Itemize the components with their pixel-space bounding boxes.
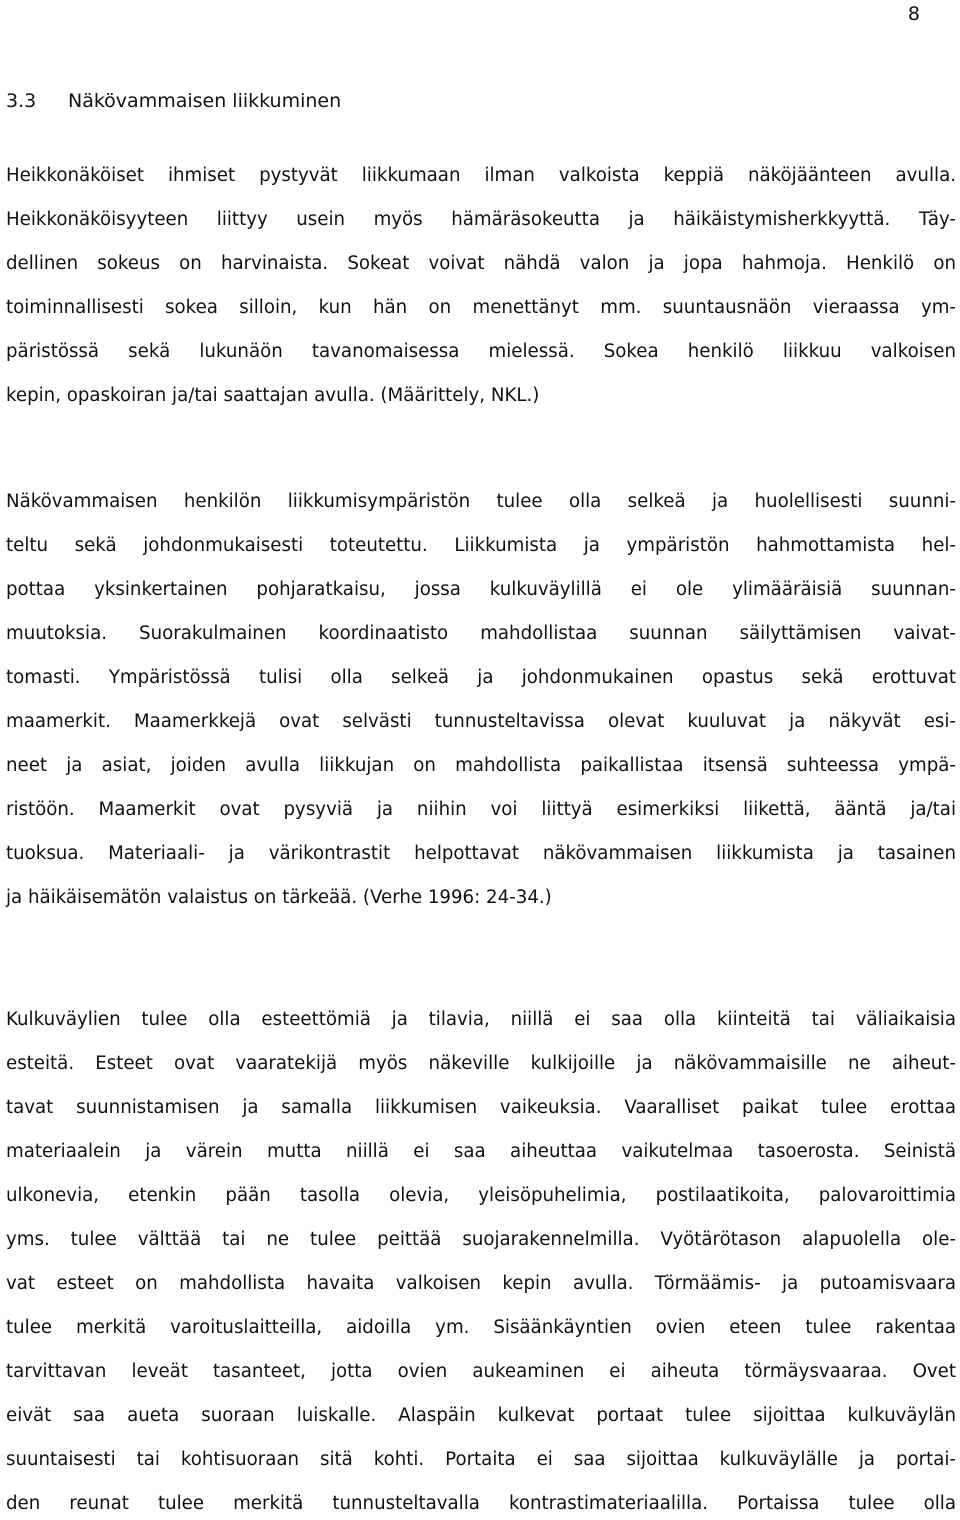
text-line: muutoksia. Suorakulmainen koordinaatisto mahdollistaa suunnan säilyttämisen vaivat- [6,623,956,644]
text-line: teltu sekä johdonmukaisesti toteutettu. Liikkumista ja ympäristön hahmottamista hel- [6,535,956,556]
text-line: yms. tulee välttää tai ne tulee peittää suojarakennelmilla. Vyötärötason alapuolella ole- [6,1229,956,1250]
text-line: kepin, opaskoiran ja/tai saattajan avulla. (Määrittely, NKL.) [6,385,540,406]
text-line: den reunat tulee merkitä tunnusteltavalla kontrastimateriaalilla. Portaissa tulee olla [6,1493,956,1514]
text-line: tuoksua. Materiaali- ja värikontrastit helpottavat näkövammaisen liikkumista ja tasainen [6,843,956,864]
paragraph-1 [6,154,956,418]
section-number: 3.3 [6,90,37,112]
text-line: materiaalein ja värein mutta niillä ei saa aiheuttaa vaikutelmaa tasoerosta. Seinistä [6,1141,956,1162]
text-line: tulee merkitä varoituslaitteilla, aidoilla ym. Sisäänkäyntien ovien eteen tulee rakentaa [6,1317,956,1338]
section-title: Näkövammaisen liikkuminen [68,90,342,112]
text-line: tarvittavan leveät tasanteet, jotta ovien aukeaminen ei aiheuta törmäysvaaraa. Ovet [6,1361,956,1382]
text-line: ja häikäisemätön valaistus on tärkeää. (Verhe 1996: 24-34.) [6,887,552,908]
section-heading [6,88,341,114]
text-line: Heikkonäköisyyteen liittyy usein myös hämäräsokeutta ja häikäistymisherkkyyttä. Täy- [6,209,956,230]
text-line: maamerkit. Maamerkkejä ovat selvästi tunnusteltavissa olevat kuuluvat ja näkyvät esi- [6,711,956,732]
text-line: Heikkonäköiset ihmiset pystyvät liikkumaan ilman valkoista keppiä näköjäänteen avulla. [6,165,956,186]
text-line: esteitä. Esteet ovat vaaratekijä myös näkeville kulkijoille ja näkövammaisille ne aiheut- [6,1053,956,1074]
text-line: ulkonevia, etenkin pään tasolla olevia, yleisöpuhelimia, postilaatikoita, palovaroittimia [6,1185,956,1206]
text-line: vat esteet on mahdollista havaita valkoisen kepin avulla. Törmäämis- ja putoamisvaara [6,1273,956,1294]
text-line: eivät saa aueta suoraan luiskalle. Alaspäin kulkevat portaat tulee sijoittaa kulkuväylän [6,1405,956,1426]
paragraph-2 [6,480,956,920]
text-line: tavat suunnistamisen ja samalla liikkumisen vaikeuksia. Vaaralliset paikat tulee erottaa [6,1097,956,1118]
text-line: Kulkuväylien tulee olla esteettömiä ja tilavia, niillä ei saa olla kiinteitä tai väliaikaisia [6,1009,956,1030]
page-number: 8 [907,3,920,25]
text-line: ristöön. Maamerkit ovat pysyviä ja niihin voi liittyä esimerkiksi liikettä, ääntä ja/tai [6,799,956,820]
text-line: päristössä sekä lukunäön tavanomaisessa mielessä. Sokea henkilö liikkuu valkoisen [6,341,956,362]
text-line: suuntaisesti tai kohtisuoraan sitä kohti. Portaita ei saa sijoittaa kulkuväylälle ja portai- [6,1449,956,1470]
text-line: pottaa yksinkertainen pohjaratkaisu, jossa kulkuväylillä ei ole ylimääräisiä suunnan- [6,579,956,600]
text-line: toiminnallisesti sokea silloin, kun hän on menettänyt mm. suuntausnäön vieraassa ym- [6,297,956,318]
paragraph-3 [6,998,956,1520]
text-line: dellinen sokeus on harvinaista. Sokeat voivat nähdä valon ja jopa hahmoja. Henkilö on [6,253,956,274]
text-line: neet ja asiat, joiden avulla liikkujan on mahdollista paikallistaa itsensä suhteessa ympä- [6,755,956,776]
text-line: Näkövammaisen henkilön liikkumisympäristön tulee olla selkeä ja huolellisesti suunni- [6,491,956,512]
text-line: tomasti. Ympäristössä tulisi olla selkeä ja johdonmukainen opastus sekä erottuvat [6,667,956,688]
